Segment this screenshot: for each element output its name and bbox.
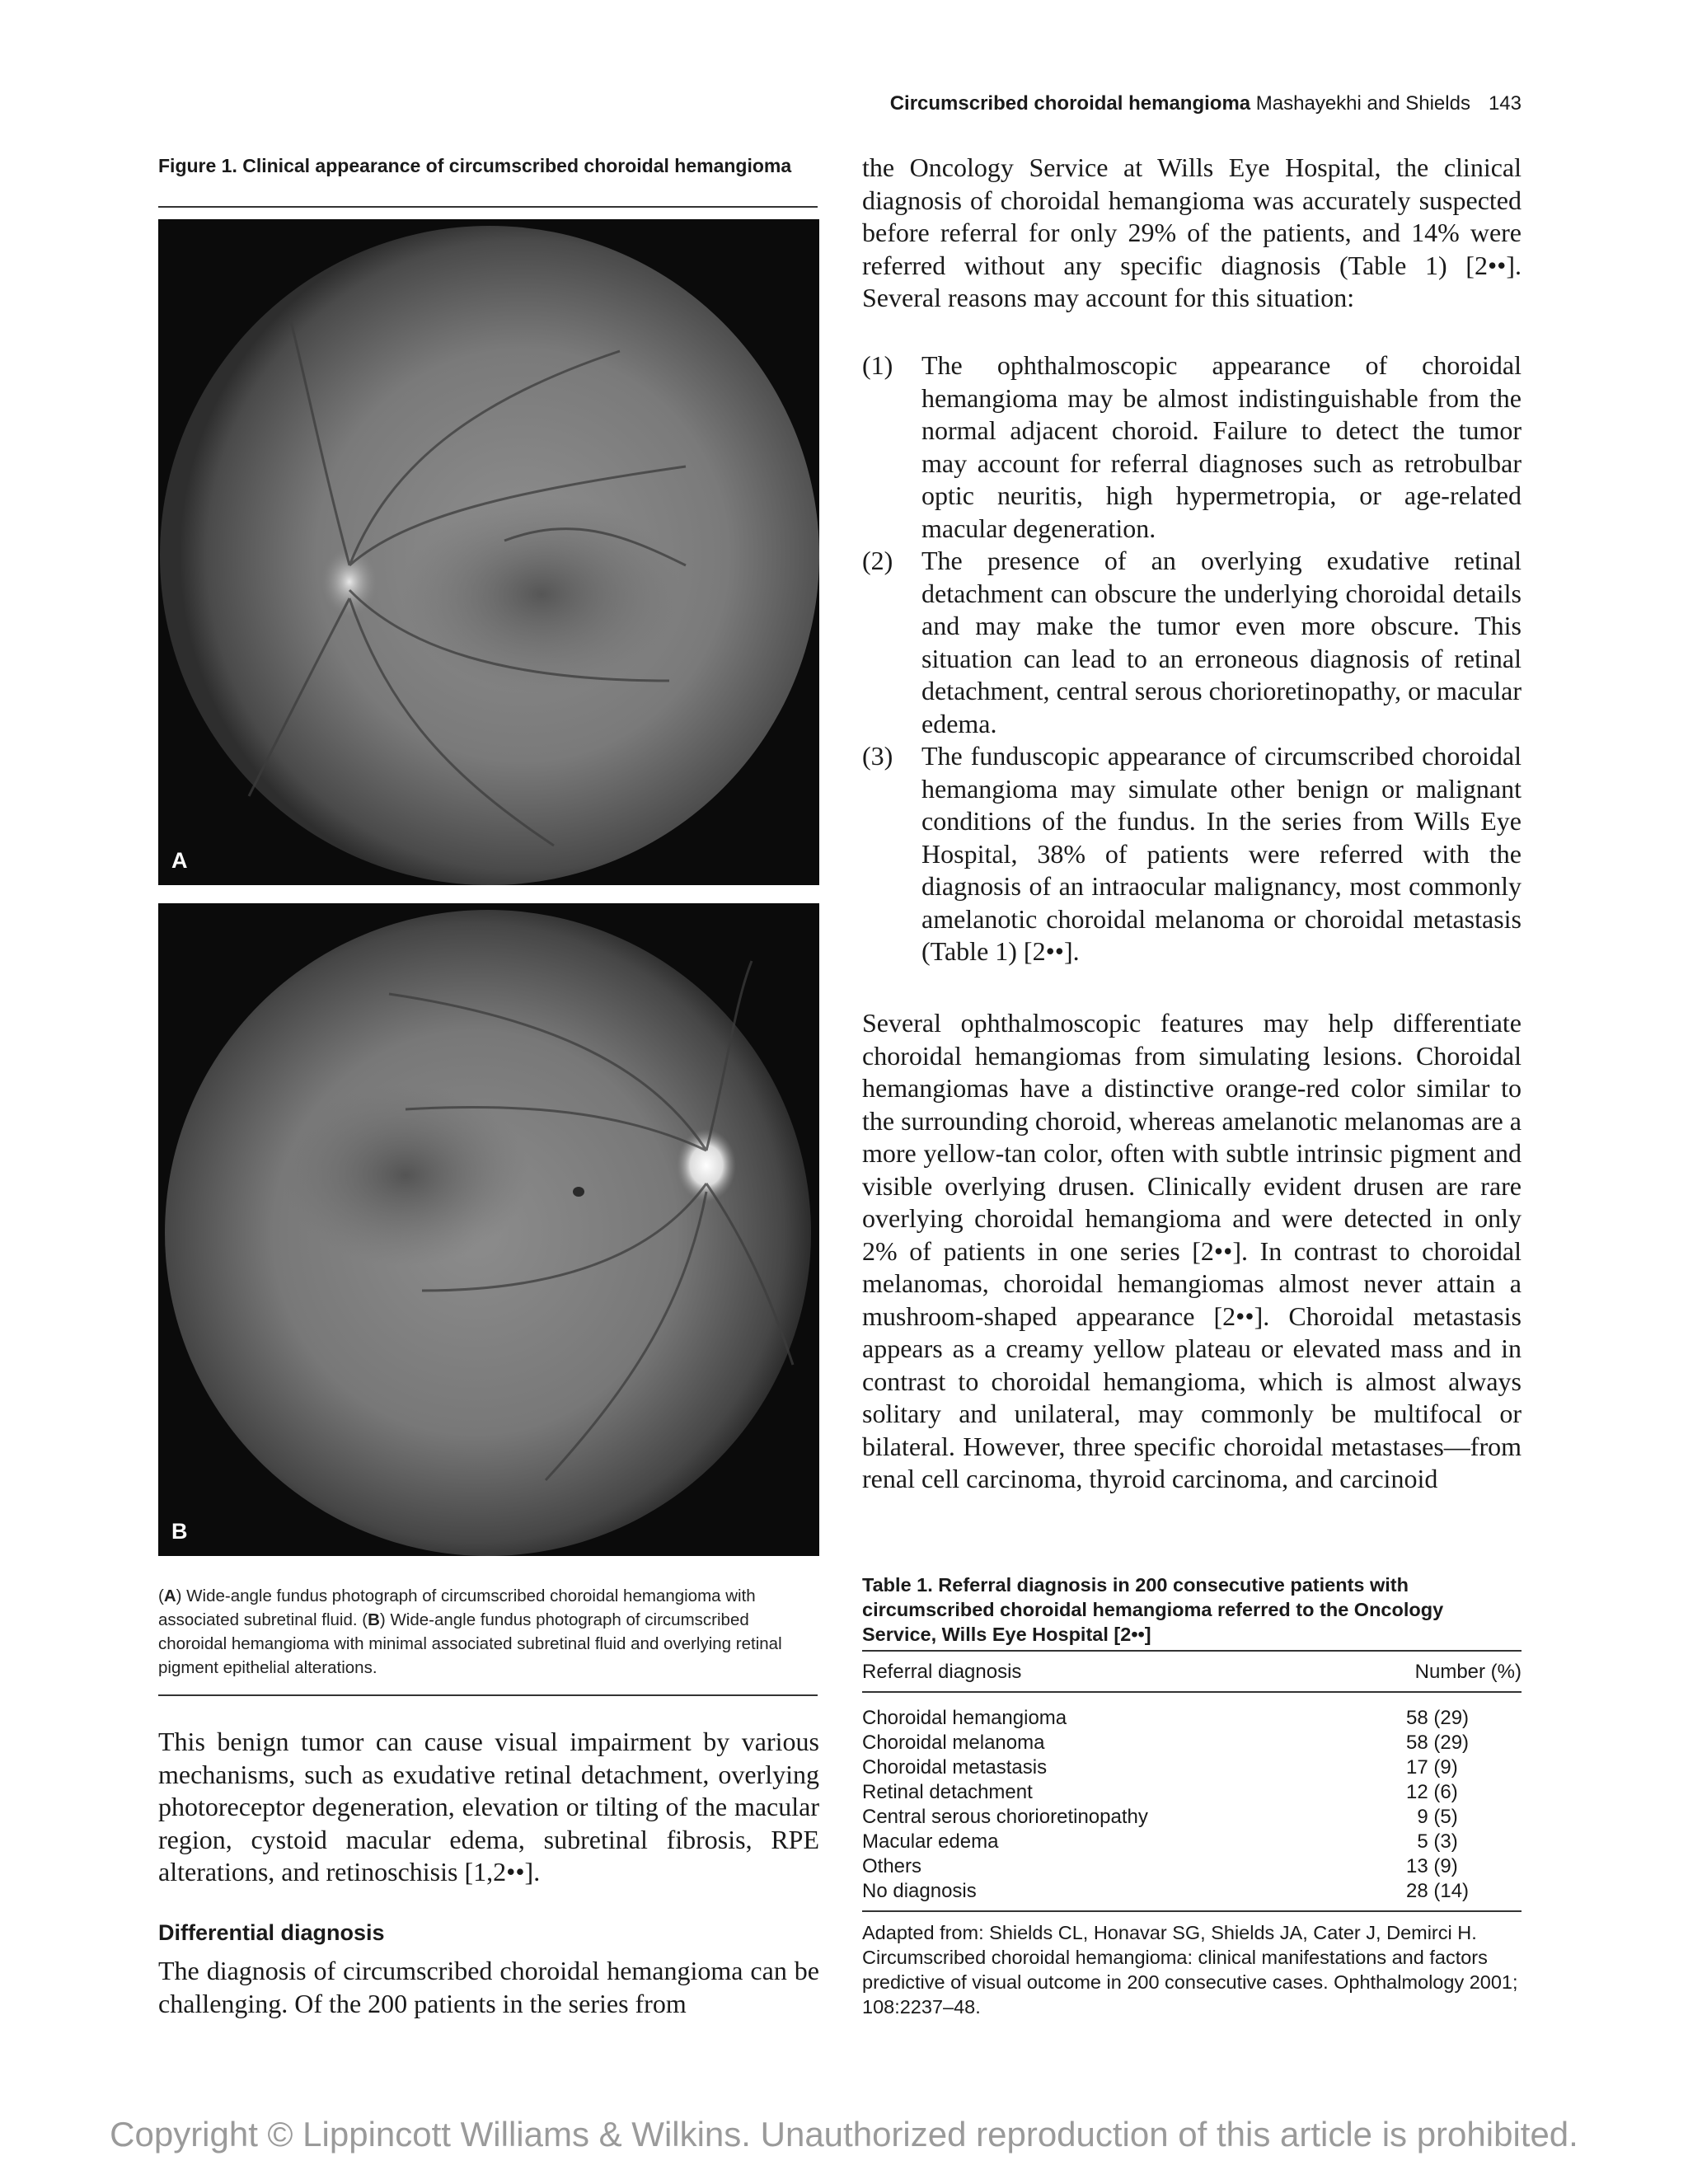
- figure-title: Figure 1. Clinical appearance of circumscribed choroidal hemangioma: [158, 155, 792, 176]
- running-authors: Mashayekhi and Shields: [1255, 92, 1470, 115]
- table-body: [862, 1706, 1522, 1904]
- caption-label-a: A: [163, 1586, 176, 1605]
- table-header-diagnosis: Referral diagnosis: [862, 1661, 1022, 1683]
- table-cell-diagnosis: Central serous chorioretinopathy: [862, 1806, 1148, 1828]
- reason-text: The funduscopic appearance of circumscribed choroidal hemangioma may simulate other benign or malignant conditions of the fundus. In the series from Wills Eye Hospital, 38% of patients were referred with the diagnosis of an intraocular malignancy, most commonly amelanotic choroidal melanoma or choroidal metastasis (Table 1) [2••].: [921, 741, 1522, 966]
- panel-label-a: A: [171, 848, 188, 873]
- table-cell-number: 13 (9): [1406, 1855, 1458, 1877]
- table-row: [862, 1830, 1522, 1854]
- reason-text: The presence of an overlying exudative retinal detachment can obscure the underlying choroidal details and may make the tumor even more obscure. This situation can lead to an erroneous diagnosis of retinal detachment, central serous chorioretinopathy, or macular edema.: [921, 546, 1522, 738]
- table-cell-number: 5 (3): [1406, 1830, 1458, 1853]
- reason-item: [862, 740, 1522, 968]
- table-row: [862, 1854, 1522, 1879]
- reason-number: (2): [862, 546, 893, 575]
- figure-caption: (A) Wide-angle fundus photograph of circumscribed choroidal hemangioma with associated subretinal fluid. (B) Wide-angle fundus photograph of circumscribed choroidal hemangioma with minimal associated subretinal fluid and overlying retinal pigment epithelial alterations.: [158, 1586, 782, 1677]
- left-body-paragraph: This benign tumor can cause visual impairment by various mechanisms, such as exudative retinal detachment, overlying photoreceptor degeneration, elevation or tilting of the macular region, cystoid macular edema, subretinal fibrosis, RPE alterations, and retinoschisis [1,2••].: [158, 1727, 819, 1886]
- right-body-paragraph-2: Several ophthalmoscopic features may help differentiate choroidal hemangiomas from simulating lesions. Choroidal hemangiomas have a distinctive orange-red color similar to the surrounding choroid, whereas amelanotic melanomas are a more yellow-tan color, often with subtle intrinsic pigment and visible overlying drusen. Clinically evident drusen are rare overlying choroidal hemangioma and were detected in only 2% of patients in one series [2••]. In contrast to choroidal melanomas, choroidal hemangiomas almost never attain a mushroom-shaped appearance [2••]. Choroidal metastasis appears as a creamy yellow plateau or elevated mass and in contrast to choroidal hemangioma, which is almost always solitary and unilateral, may commonly be multifocal or bilateral. However, three specific choroidal metastases—from renal cell carcinoma, thyroid carcinoma, and carcinoid: [862, 1008, 1522, 1493]
- reason-item: [862, 545, 1522, 740]
- table-cell-diagnosis: Choroidal melanoma: [862, 1732, 1045, 1754]
- caption-text-b: Wide-angle fundus photograph of circumscribed choroidal hemangioma with minimal associated subretinal fluid and overlying retinal pigment epithelial alterations.: [158, 1610, 782, 1677]
- reasons-list: [862, 349, 1522, 968]
- table-cell-number: 28 (14): [1406, 1880, 1470, 1902]
- copyright-notice: Copyright © Lippincott Williams & Wilkins. Unauthorized reproduction of this article is prohibited.: [110, 2115, 1578, 2154]
- table-cell-diagnosis: Choroidal metastasis: [862, 1756, 1048, 1779]
- fundus-photo-b: [158, 903, 819, 1556]
- table-row: [862, 1805, 1522, 1830]
- reason-item: [862, 349, 1522, 545]
- table-header-row: [862, 1660, 1522, 1685]
- figure-title-rule: [158, 206, 818, 208]
- page-number: 143: [1488, 92, 1522, 115]
- table-row: [862, 1879, 1522, 1904]
- table-cell-diagnosis: No diagnosis: [862, 1880, 977, 1902]
- reason-number: (1): [862, 350, 893, 380]
- table-title: Table 1. Referral diagnosis in 200 consecutive patients with circumscribed choroidal hemangioma referred to the Oncology Service, Wills Eye Hospital [2••]: [862, 1574, 1444, 1645]
- table-header-number: Number (%): [1414, 1661, 1522, 1683]
- table-top-rule: [862, 1650, 1522, 1652]
- section-paragraph: The diagnosis of circumscribed choroidal hemangioma can be challenging. Of the 200 patients in the series from: [158, 1956, 819, 2018]
- table-cell-diagnosis: Choroidal hemangioma: [862, 1707, 1067, 1729]
- section-heading: Differential diagnosis: [158, 1920, 385, 1945]
- fundus-image-b: [158, 903, 819, 1556]
- table-cell-number: 12 (6): [1406, 1781, 1458, 1803]
- table-row: [862, 1755, 1522, 1780]
- table-source-note: Adapted from: Shields CL, Honavar SG, Shields JA, Cater J, Demirci H. Circumscribed choroidal hemangioma: clinical manifestations and factors predictive of visual outcome in 200 consecutive cases. Ophthalmology 2001; 108:2237–48.: [862, 1922, 1518, 2018]
- table-row: [862, 1706, 1522, 1731]
- table-header-rule: [862, 1691, 1522, 1693]
- article-running-title: Circumscribed choroidal hemangioma: [889, 92, 1251, 115]
- table-row: [862, 1731, 1522, 1755]
- figure-bottom-rule: [158, 1694, 818, 1696]
- reason-text: The ophthalmoscopic appearance of choroidal hemangioma may be almost indistinguishable from the normal adjacent choroid. Failure to detect the tumor may account for referral diagnoses such as retrobulbar optic neuritis, high hypermetropia, or age-related macular degeneration.: [921, 350, 1522, 543]
- reason-number: (3): [862, 741, 893, 771]
- fundus-photo-a: [158, 219, 819, 885]
- caption-label-b: B: [368, 1610, 380, 1629]
- running-header: [824, 92, 1522, 115]
- right-body-paragraph-1: the Oncology Service at Wills Eye Hospital, the clinical diagnosis of choroidal hemangioma was accurately suspected before referral for only 29% of the patients, and 14% were referred without any specific diagnosis (Table 1) [2••]. Several reasons may account for this situation:: [862, 152, 1522, 312]
- table-cell-number: 58 (29): [1406, 1732, 1470, 1754]
- table-bottom-rule: [862, 1910, 1522, 1912]
- panel-label-b: B: [171, 1519, 188, 1544]
- caption-text-a: Wide-angle fundus photograph of circumscribed choroidal hemangioma with associated subretinal fluid.: [158, 1586, 756, 1629]
- fundus-image-a: [158, 219, 819, 885]
- table-cell-number: 9 (5): [1406, 1806, 1458, 1828]
- table-cell-number: 58 (29): [1406, 1707, 1470, 1729]
- table-cell-diagnosis: Others: [862, 1855, 922, 1877]
- table-cell-diagnosis: Macular edema: [862, 1830, 999, 1853]
- table-cell-diagnosis: Retinal detachment: [862, 1781, 1033, 1803]
- table-row: [862, 1780, 1522, 1805]
- table-cell-number: 17 (9): [1406, 1756, 1458, 1779]
